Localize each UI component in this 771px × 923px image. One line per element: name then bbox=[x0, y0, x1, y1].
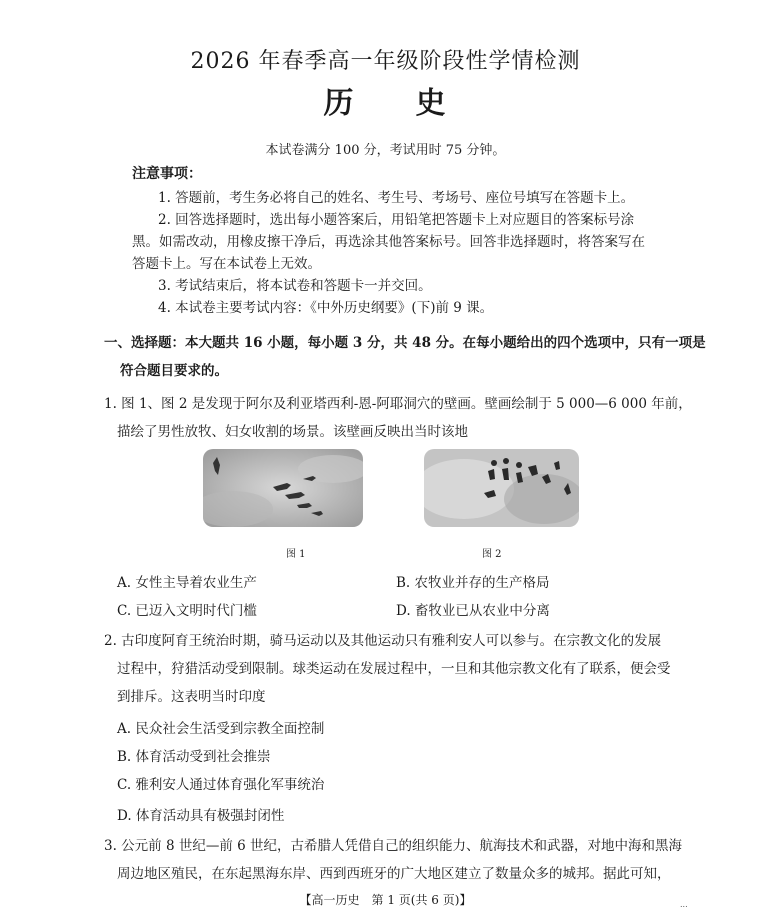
section-heading-cont: 符合题目要求的。 bbox=[120, 363, 228, 379]
q1-option-d: D. 畜牧业已从农业中分离 bbox=[396, 603, 550, 619]
exam-title: 2026 年春季高一年级阶段性学情检测 bbox=[190, 49, 581, 74]
q2-stem-line: 2. 古印度阿育王统治时期，骑马运动以及其他运动只有雅利安人可以参与。在宗教文化的发展 bbox=[104, 633, 662, 649]
subject-char: 历 bbox=[323, 86, 356, 121]
q3-stem-line: 3. 公元前 8 世纪—前 6 世纪，古希腊人凭借自己的组织能力、航海技术和武器，对地中海和黑海 bbox=[104, 838, 683, 854]
section-heading: 一、选择题：本大题共 16 小题，每小题 3 分，共 48 分。在每小题给出的四个选项中，只有一项是 bbox=[104, 335, 706, 351]
notice-line: 1. 答题前，考生务必将自己的姓名、考生号、考场号、座位号填写在答题卡上。 bbox=[158, 190, 635, 206]
page-footer: 【高一历史 第 1 页(共 6 页)】 bbox=[299, 893, 472, 907]
q2-option-d: D. 体育活动具有极强封闭性 bbox=[117, 808, 285, 824]
notice-line: 答题卡上。写在本试卷上无效。 bbox=[132, 256, 321, 272]
corner-mark: ... bbox=[680, 900, 688, 909]
figure-1-caption: 图 1 bbox=[286, 549, 306, 560]
figure-2-caption: 图 2 bbox=[482, 549, 502, 560]
q1-stem-line: 描绘了男性放牧、妇女收割的场景。该壁画反映出当时该地 bbox=[117, 424, 468, 440]
figure-2-image bbox=[424, 449, 579, 527]
subject-title bbox=[0, 78, 771, 122]
q1-stem-line: 1. 图 1、图 2 是发现于阿尔及利亚塔西利-恩-阿耶洞穴的壁画。壁画绘制于 5 000—6 000 年前， bbox=[104, 396, 692, 412]
q2-option-b: B. 体育活动受到社会推崇 bbox=[117, 749, 271, 765]
q2-stem-line: 过程中，狩猎活动受到限制。球类运动在发展过程中，一旦和其他宗教文化有了联系，便会受 bbox=[117, 661, 671, 677]
q3-stem-line: 周边地区殖民，在东起黑海东岸、西到西班牙的广大地区建立了数量众多的城邦。据此可知， bbox=[117, 866, 671, 882]
notice-heading: 注意事项： bbox=[132, 166, 202, 182]
q2-option-a: A. 民众社会生活受到宗教全面控制 bbox=[117, 721, 325, 737]
q1-option-b: B. 农牧业并存的生产格局 bbox=[396, 575, 550, 591]
q2-stem-line: 到排斥。这表明当时印度 bbox=[117, 689, 266, 705]
notice-line: 4. 本试卷主要考试内容：《中外历史纲要》(下)前 9 课。 bbox=[158, 300, 494, 316]
q2-option-c: C. 雅利安人通过体育强化军事统治 bbox=[117, 777, 325, 793]
notice-line: 2. 回答选择题时，选出每小题答案后，用铅笔把答题卡上对应题目的答案标号涂 bbox=[158, 212, 635, 228]
notice-line: 黑。如需改动，用橡皮擦干净后，再选涂其他答案标号。回答非选择题时，将答案写在 bbox=[132, 234, 645, 250]
q1-option-c: C. 已迈入文明时代门槛 bbox=[117, 603, 257, 619]
exam-info: 本试卷满分 100 分，考试用时 75 分钟。 bbox=[265, 143, 506, 158]
figure-1-image bbox=[203, 449, 363, 527]
notice-line: 3. 考试结束后，将本试卷和答题卡一并交回。 bbox=[158, 278, 432, 294]
q1-option-a: A. 女性主导着农业生产 bbox=[117, 575, 257, 591]
subject-char: 史 bbox=[415, 86, 448, 121]
